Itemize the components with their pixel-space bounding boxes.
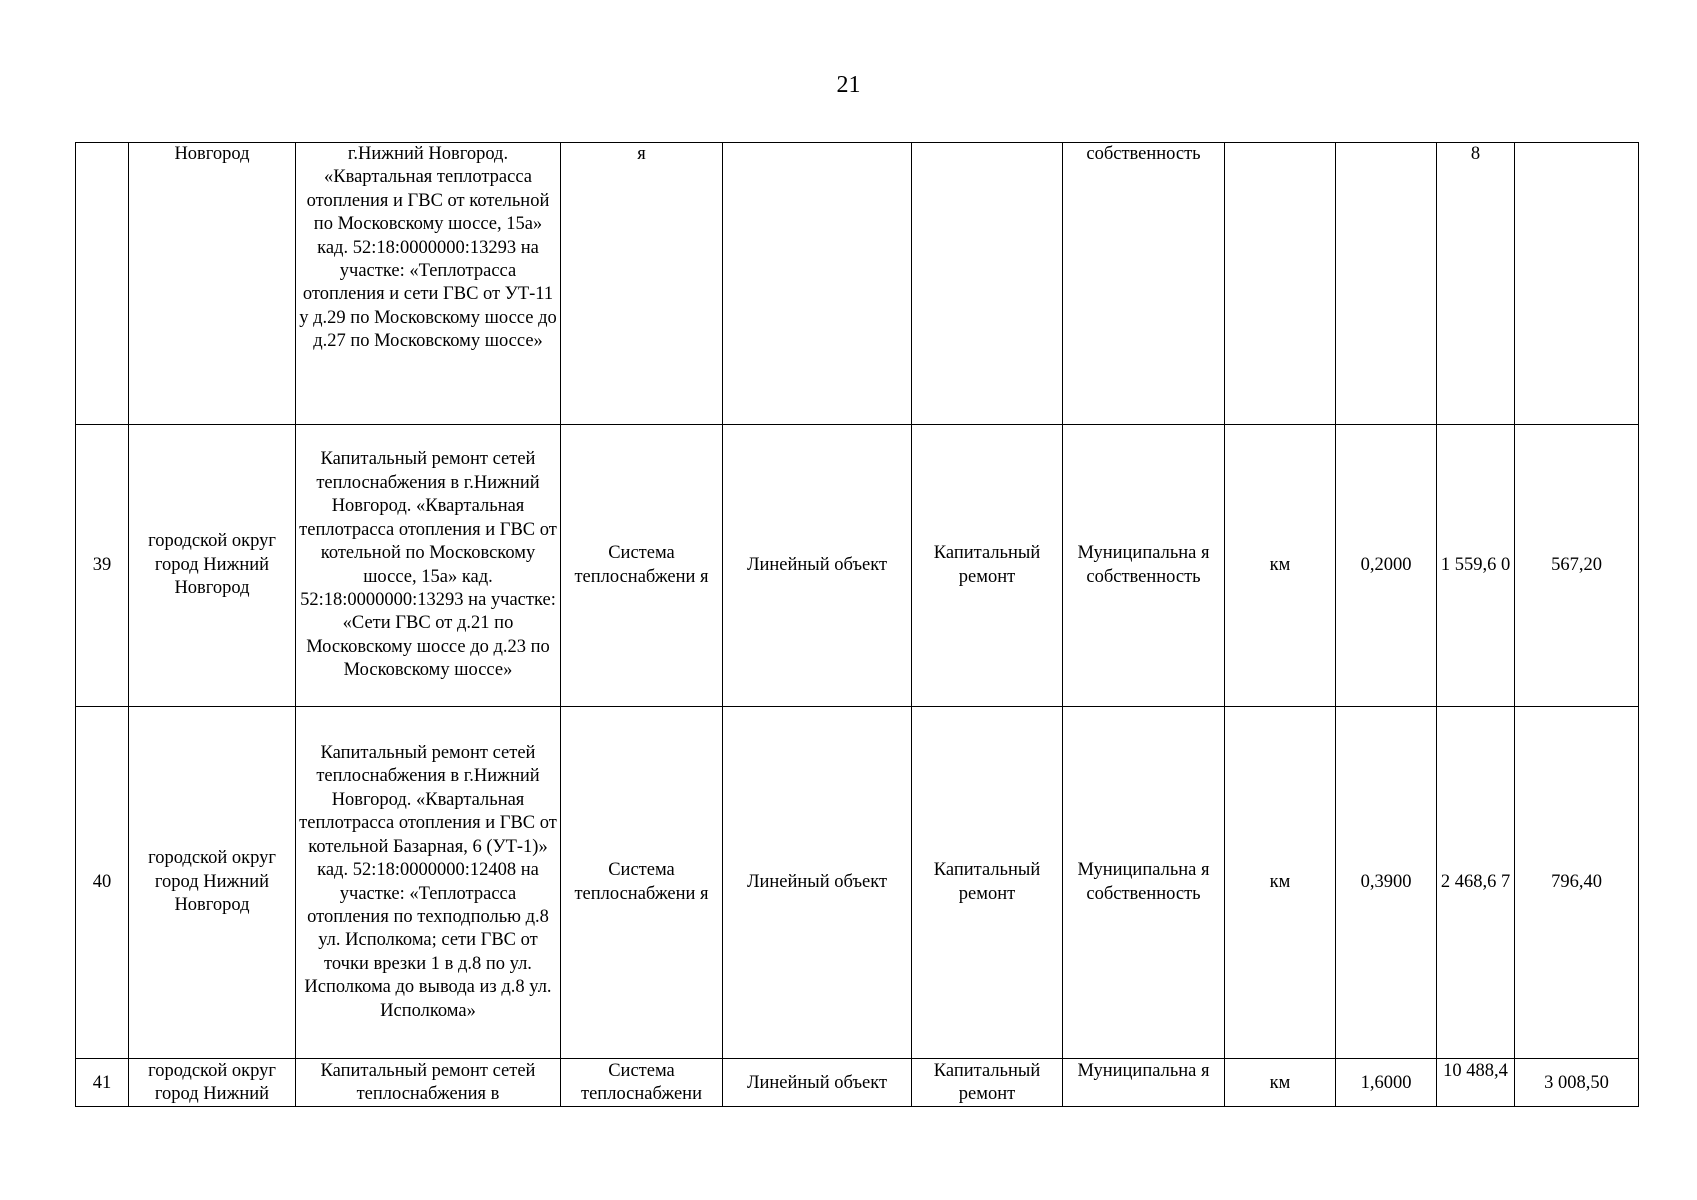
table-row (76, 707, 1639, 1059)
row-number-cell: 40 (76, 707, 129, 1059)
ownership-text: Муниципальна я (1077, 1060, 1210, 1081)
municipality-cell: Новгород (129, 143, 296, 425)
system-text: Система теплоснабжени (581, 1060, 702, 1104)
object-type-cell (723, 1059, 912, 1107)
unit-text: км (1269, 1072, 1291, 1093)
ownership-cell: собственность (1063, 143, 1225, 425)
row-number-cell (76, 1059, 129, 1107)
amount-cell: 1 559,6 0 (1437, 425, 1515, 707)
quantity-cell (1336, 143, 1437, 425)
work-type-cell: Капитальный ремонт (912, 707, 1063, 1059)
municipality-cell (129, 1059, 296, 1107)
object-type-cell (723, 143, 912, 425)
row-number-text: 41 (92, 1072, 112, 1093)
description-cell (296, 1059, 561, 1107)
object-type-cell: Линейный объект (723, 707, 912, 1059)
work-type-cell (912, 1059, 1063, 1107)
quantity-text: 1,6000 (1360, 1072, 1412, 1093)
cost-text: 3 008,50 (1544, 1072, 1609, 1093)
system-cell: я (561, 143, 723, 425)
work-type-text: Капитальный ремонт (933, 1060, 1041, 1104)
unit-cell (1225, 1059, 1336, 1107)
quantity-cell: 0,2000 (1336, 425, 1437, 707)
system-cell: Система теплоснабжени я (561, 425, 723, 707)
cost-cell (1515, 143, 1639, 425)
unit-cell (1225, 143, 1336, 425)
amount-text: 10 488,4 (1443, 1060, 1508, 1081)
row-number-cell (76, 143, 129, 425)
row-number-cell: 39 (76, 425, 129, 707)
description-text: Капитальный ремонт сетей теплоснабжения в (320, 1060, 536, 1104)
description-cell: Капитальный ремонт сетей теплоснабжения в г.Нижний Новгород. «Квартальная теплотрасса отопления и ГВС от котельной по Московскому шоссе, 15а» кад. 52:18:0000000:13293 на участке: «Сети ГВС от д.21 по Московскому шоссе до д.23 по Московскому шоссе» (296, 425, 561, 707)
ownership-cell: Муниципальна я собственность (1063, 707, 1225, 1059)
quantity-cell: 0,3900 (1336, 707, 1437, 1059)
system-cell (561, 1059, 723, 1107)
ownership-cell: Муниципальна я собственность (1063, 425, 1225, 707)
description-cell: г.Нижний Новгород. «Квартальная теплотрасса отопления и ГВС от котельной по Московскому шоссе, 15а» кад. 52:18:0000000:13293 на участке: «Теплотрасса отопления и сети ГВС от УТ-11 у д.29 по Московскому шоссе до д.27 по Московскому шоссе» (296, 143, 561, 425)
municipality-text: городской округ город Нижний (148, 1060, 276, 1104)
system-cell: Система теплоснабжени я (561, 707, 723, 1059)
amount-cell: 2 468,6 7 (1437, 707, 1515, 1059)
quantity-cell (1336, 1059, 1437, 1107)
unit-cell: км (1225, 425, 1336, 707)
table-row (76, 1059, 1639, 1107)
unit-cell: км (1225, 707, 1336, 1059)
amount-cell: 8 (1437, 143, 1515, 425)
table-row (76, 143, 1639, 425)
table-row (76, 425, 1639, 707)
work-type-cell (912, 143, 1063, 425)
amount-cell (1437, 1059, 1515, 1107)
description-cell: Капитальный ремонт сетей теплоснабжения в г.Нижний Новгород. «Квартальная теплотрасса отопления и ГВС от котельной Базарная, 6 (УТ-1)» кад. 52:18:0000000:12408 на участке: «Теплотрасса отопления по техподполью д.8 ул. Исполкома; сети ГВС от точки врезки 1 в д.8 по ул. Исполкома до вывода из д.8 ул. Исполкома» (296, 707, 561, 1059)
cost-cell (1515, 1059, 1639, 1107)
works-table (75, 142, 1639, 1107)
page-number: 21 (836, 72, 861, 98)
work-type-cell: Капитальный ремонт (912, 425, 1063, 707)
municipality-cell: городской округ город Нижний Новгород (129, 707, 296, 1059)
object-type-cell: Линейный объект (723, 425, 912, 707)
cost-cell: 796,40 (1515, 707, 1639, 1059)
cost-cell: 567,20 (1515, 425, 1639, 707)
object-type-text: Линейный объект (746, 1072, 888, 1093)
municipality-cell: городской округ город Нижний Новгород (129, 425, 296, 707)
ownership-cell (1063, 1059, 1225, 1107)
